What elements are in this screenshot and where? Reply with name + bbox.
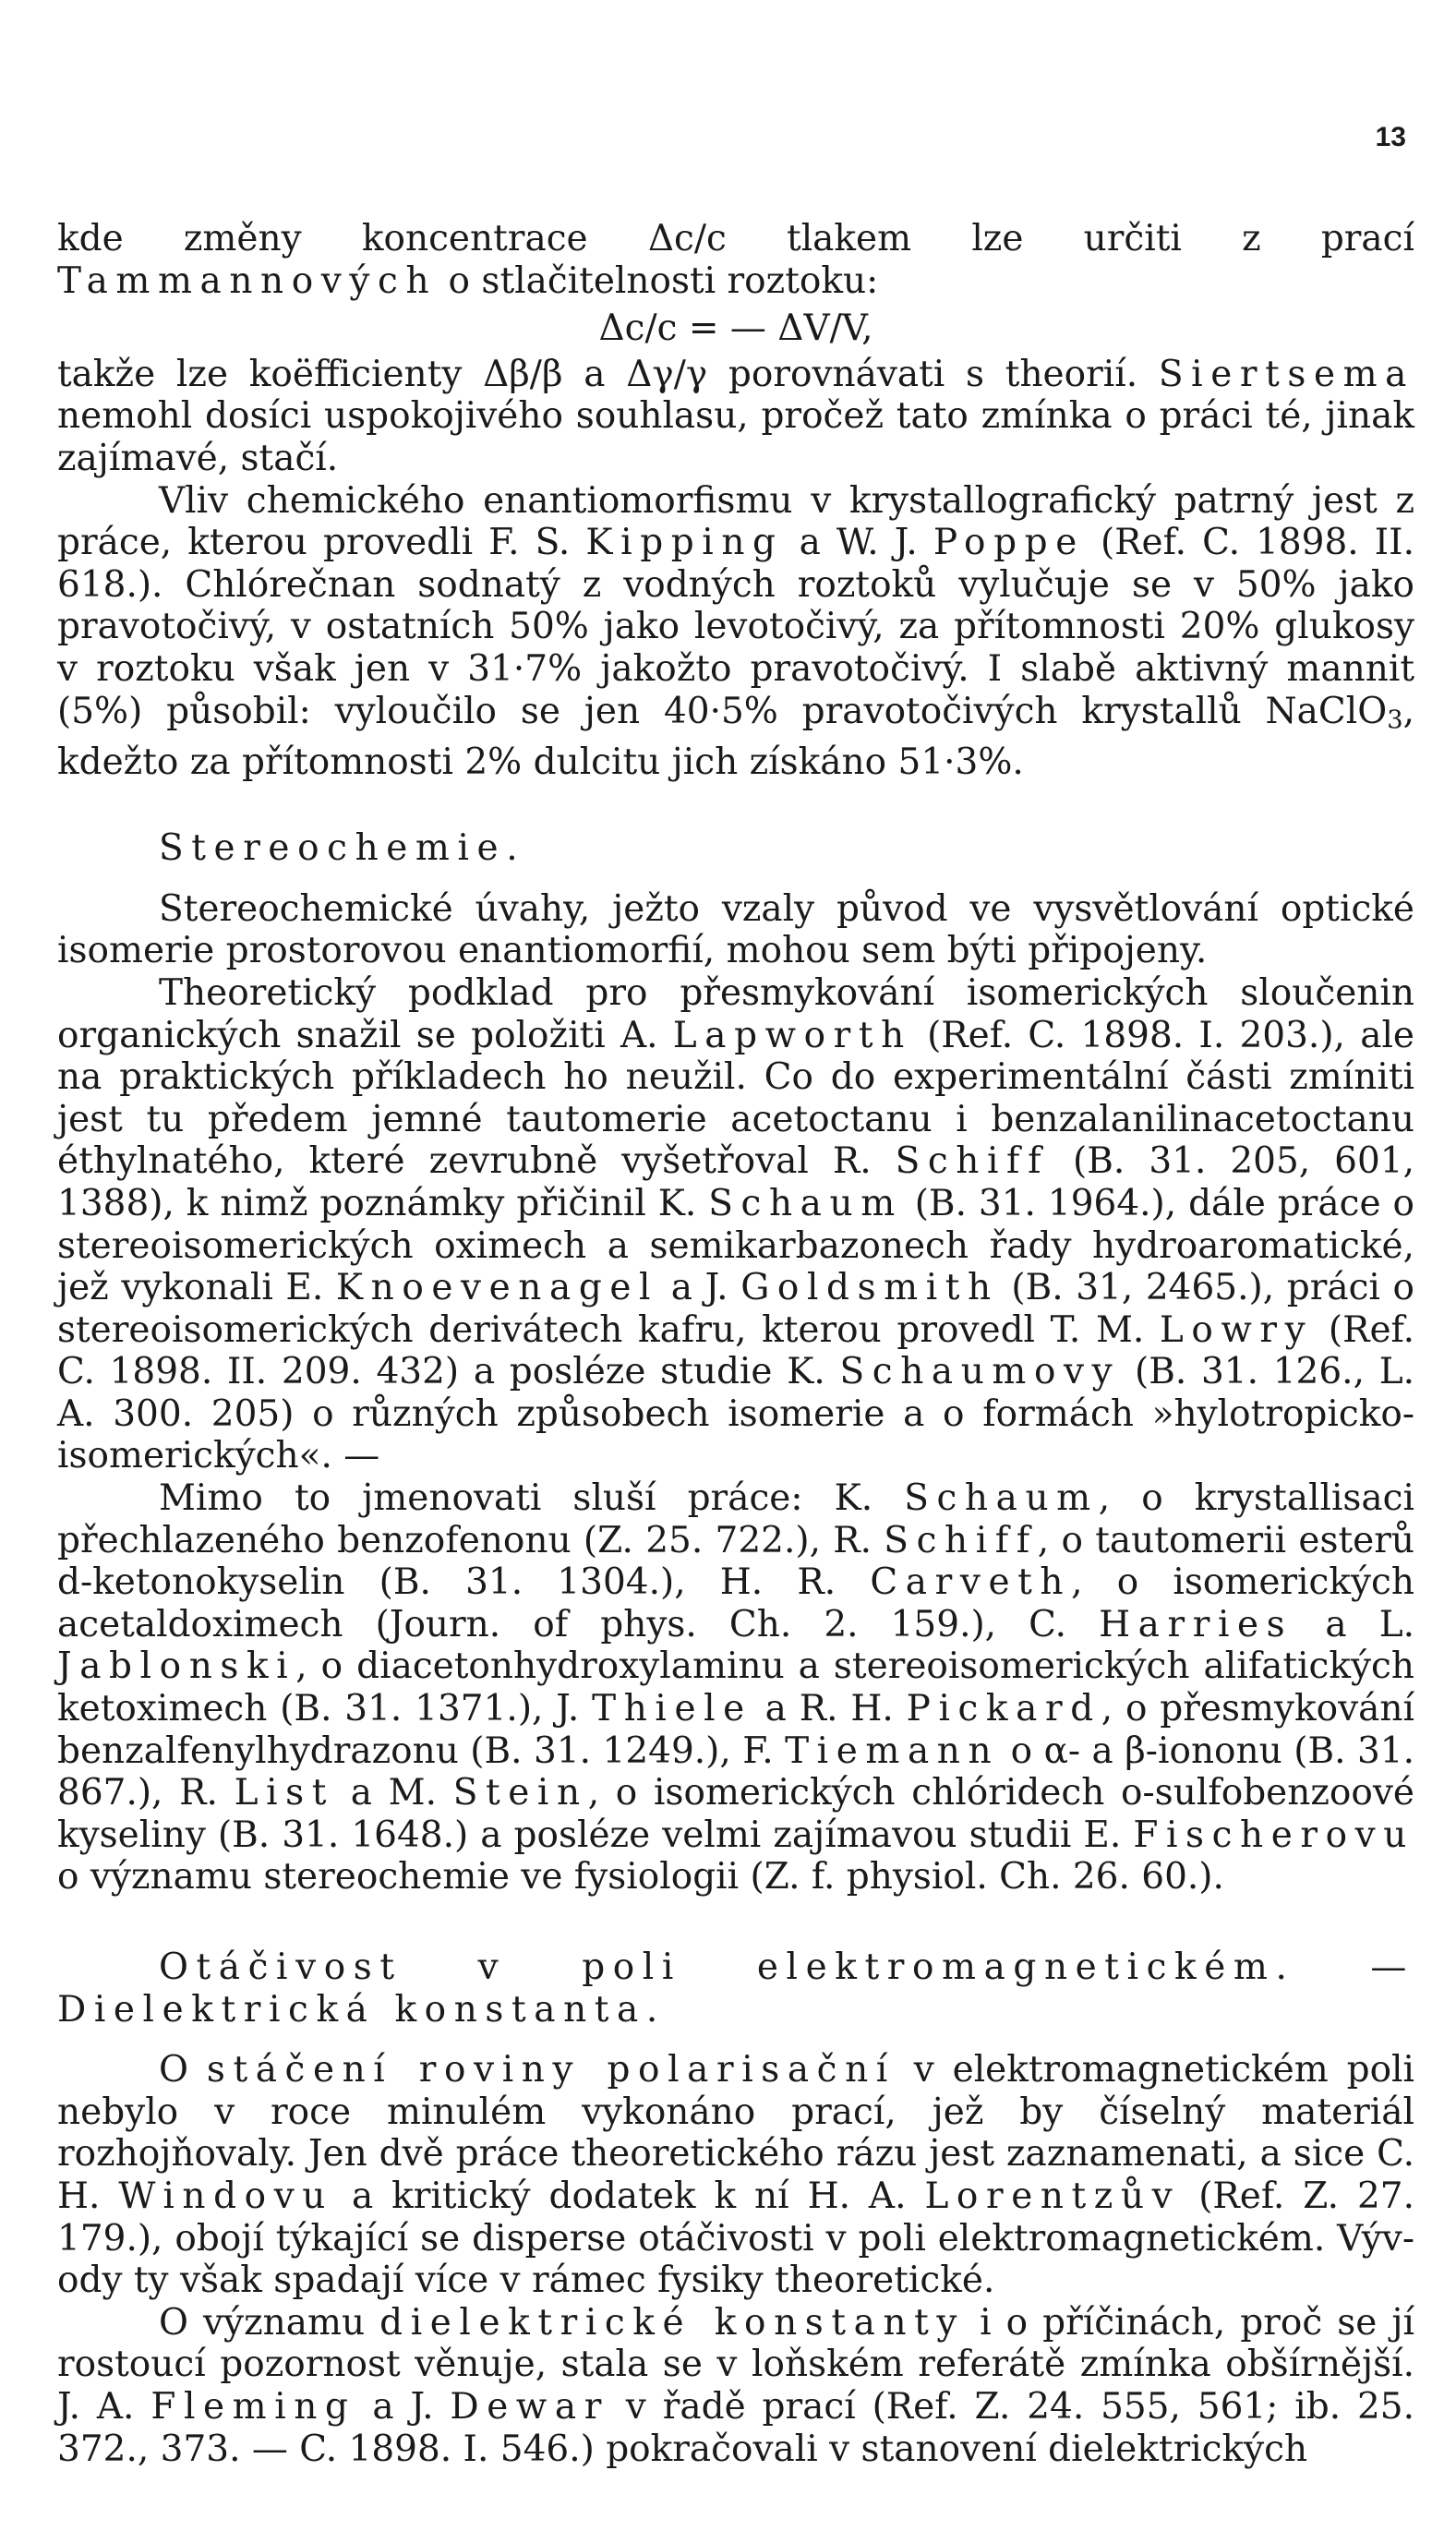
section-heading-stereochemistry: Stereochemie. — [159, 827, 526, 870]
page-number: 13 — [1375, 122, 1406, 152]
paragraph-stereo-intro: Stereochemické úvahy, ježto vzaly původ ve vysvětlování optické isomerie prostorovou enantiomorfií, mohou sem býti připojeny. — [57, 887, 1414, 972]
paragraph-dielectric: O významu dielektrické konstanty i o příčinách, proč se jí rostoucí pozornost věnuje, stala se v loňském referátě zmínka obšírnější. J. A. Fleming a J. Dewar v řadě prací (Ref. Z. 24. 555, 561; ib. 25. 372., 373. — C. 1898. I. 546.) pokračovali v stanovení dielektrických — [57, 2301, 1415, 2470]
formula-compressibility: Δc/c = — ΔV/V, — [598, 307, 873, 350]
paragraph-siertsema: takže lze koëfficienty Δβ/β a Δγ/γ porovnávati s theorií. Siertsema nemohl dosíci uspokojivého souhlasu, pročež tato zmínka o práci té, jinak zajímavé, stačí. — [57, 353, 1414, 479]
page-body — [57, 218, 1414, 2470]
paragraph-further-works: Mimo to jmenovati sluší práce: K. Schaum, o krystallisaci přechlazeného benzofenonu (Z. 25. 722.), R. Schiff, o tautomerii esterů d-ketonokyselin (B. 31. 1304.), H. R. Carveth, o isomerických acetaldoximech (Journ. of phys. Ch. 2. 159.), C. Harries a L. Jablonski, o diacetonhydroxylaminu a stereoisomerických alifatických ketoximech (B. 31. 1371.), J. Thiele a R. H. Pickard, o přesmykování benzalfenylhydrazonu (B. 31. 1249.), F. Tiemann o α- a β-iononu (B. 31. 867.), R. List a M. Stein, o isomerických chlóridech o-sulfobenzoové kyseliny (B. 31. 1648.) a posléze velmi zajímavou studii E. Fischerovu o významu stereochemie ve fysiologii (Z. f. physiol. Ch. 26. 60.). — [57, 1477, 1414, 1898]
section-heading-electromagnetic: Otáčivost v poli elektromagnetickém. — Dielektrická konstanta. — [57, 1946, 1414, 2031]
paragraph-enantiomorphism: Vliv chemického enantiomorfismu v krystallografický patrný jest z práce, kterou provedli F. S. Kipping a W. J. Poppe (Ref. C. 1898. II. 618.). Chlórečnan sodnatý z vodných roztoků vylučuje se v 50% jako pravotočivý, v ostatních 50% jako levotočivý, za přítomnosti 20% glukosy v roztoku však jen v 31·7% jakožto pravotočivý. I slabě aktivný mannit (5%) působil: vyloučilo se jen 40·5% pravotočivých krystallů NaClO3, kdežto za přítomnosti 2% dulcitu jich získáno 51·3%. — [57, 479, 1414, 783]
paragraph-intro: kde změny koncentrace Δc/c tlakem lze určiti z prací Tammannových o stlačitelnosti roztoku: — [57, 218, 1414, 302]
paragraph-rearrangement: Theoretický podklad pro přesmykování isomerických sloučenin organických snažil se položiti A. Lapworth (Ref. C. 1898. I. 203.), ale na praktických příkladech ho neužil. Co do experimentální části zmíniti jest tu předem jemné tautomerie acetoctanu i benzalanilinacetoctanu éthylnatého, které zevrubně vyšetřoval R. Schiff (B. 31. 205, 601, 1388), k nimž poznámky přičinil K. Schaum (B. 31. 1964.), dále práce o stereoisomerických oximech a semikarbazonech řady hydroaromatické, jež vykonali E. Knoevenagel a J. Goldsmith (B. 31, 2465.), práci o stereoisomerických derivátech kafru, kterou provedl T. M. Lowry (Ref. C. 1898. II. 209. 432) a posléze studie K. Schaumovy (B. 31. 126., L. A. 300. 205) o různých způsobech isomerie a o formách »hylotropicko-isomerických«. — — [57, 971, 1414, 1477]
paragraph-polarization: O stáčení roviny polarisační v elektromagnetickém poli nebylo v roce minulém vykonáno prací, jež by číselný materiál rozhojňovaly. Jen dvě práce theoretického rázu jest zaznamenati, a sice C. H. Windovu a kritický dodatek k ní H. A. Lorentzův (Ref. Z. 27. 179.), obojí týkající se disperse otáčivosti v poli elektromagnetickém. Vývody ty však spadají více v rámec fysiky theoretické. — [57, 2049, 1415, 2302]
